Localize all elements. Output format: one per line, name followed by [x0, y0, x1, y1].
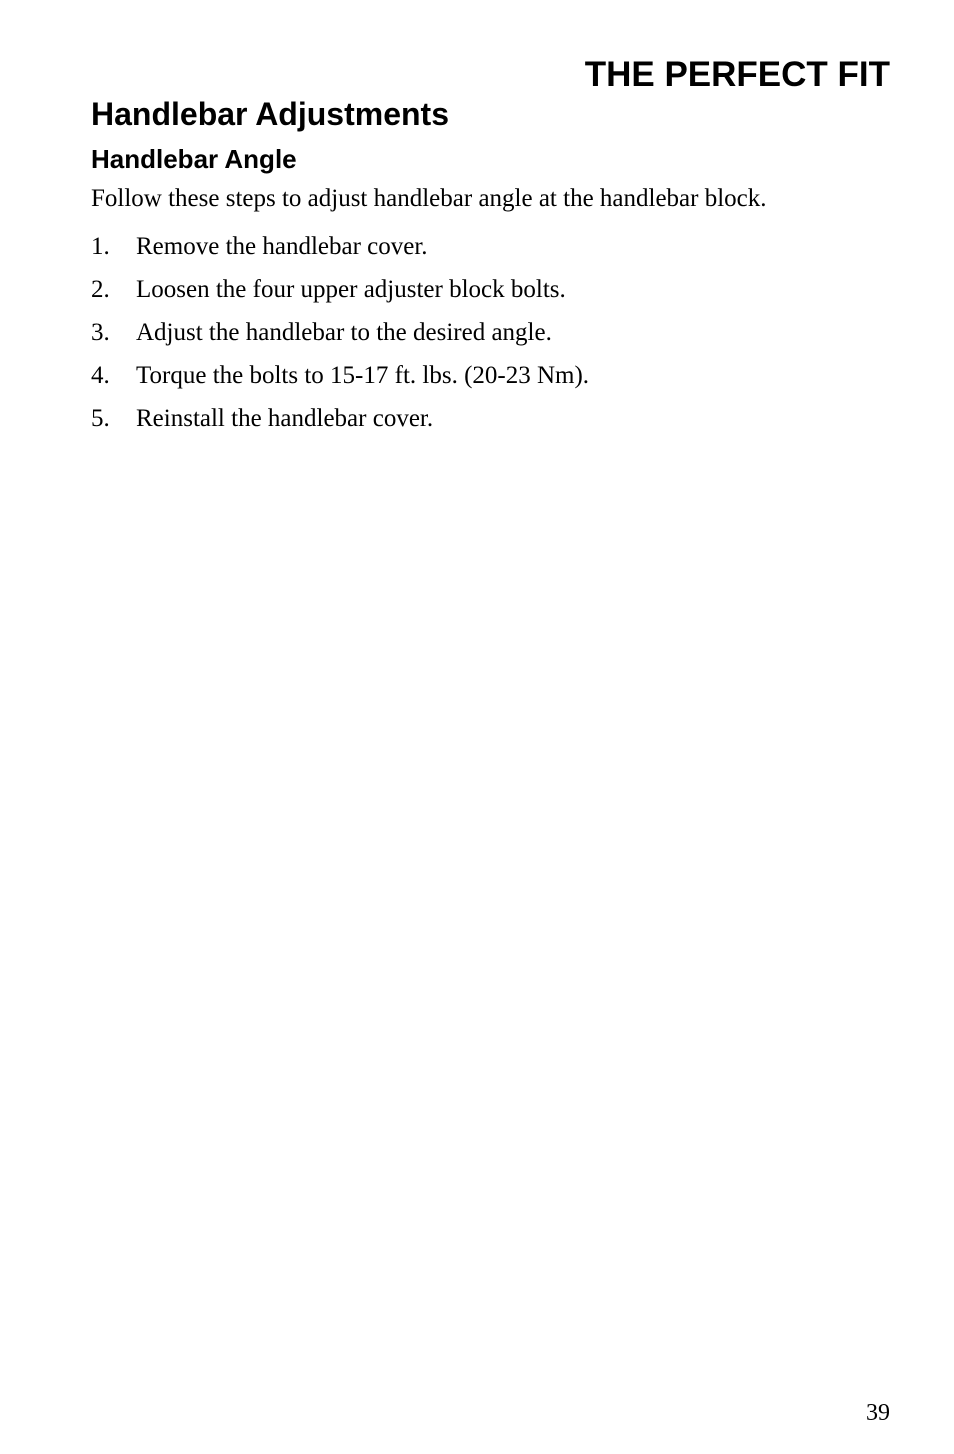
step-number: 5. [91, 405, 110, 432]
step-number: 1. [91, 233, 110, 260]
page-number: 39 [866, 1400, 890, 1426]
step-text: Torque the bolts to 15-17 ft. lbs. (20-23 Nm). [136, 362, 590, 389]
step-number: 4. [91, 362, 110, 389]
section-title: Handlebar Adjustments [91, 96, 449, 132]
list-item [91, 272, 589, 315]
step-number: 3. [91, 319, 110, 346]
chapter-title: THE PERFECT FIT [584, 55, 890, 94]
intro-paragraph: Follow these steps to adjust handlebar angle at the handlebar block. [91, 185, 767, 212]
subsection-title: Handlebar Angle [91, 144, 297, 174]
step-text: Loosen the four upper adjuster block bolts. [136, 276, 566, 303]
step-number: 2. [91, 276, 110, 303]
list-item [91, 401, 589, 444]
step-text: Reinstall the handlebar cover. [136, 405, 434, 432]
steps-list [91, 229, 589, 444]
list-item [91, 229, 589, 272]
step-text: Adjust the handlebar to the desired angle. [136, 319, 552, 346]
step-text: Remove the handlebar cover. [136, 233, 428, 260]
list-item [91, 358, 589, 401]
list-item [91, 315, 589, 358]
